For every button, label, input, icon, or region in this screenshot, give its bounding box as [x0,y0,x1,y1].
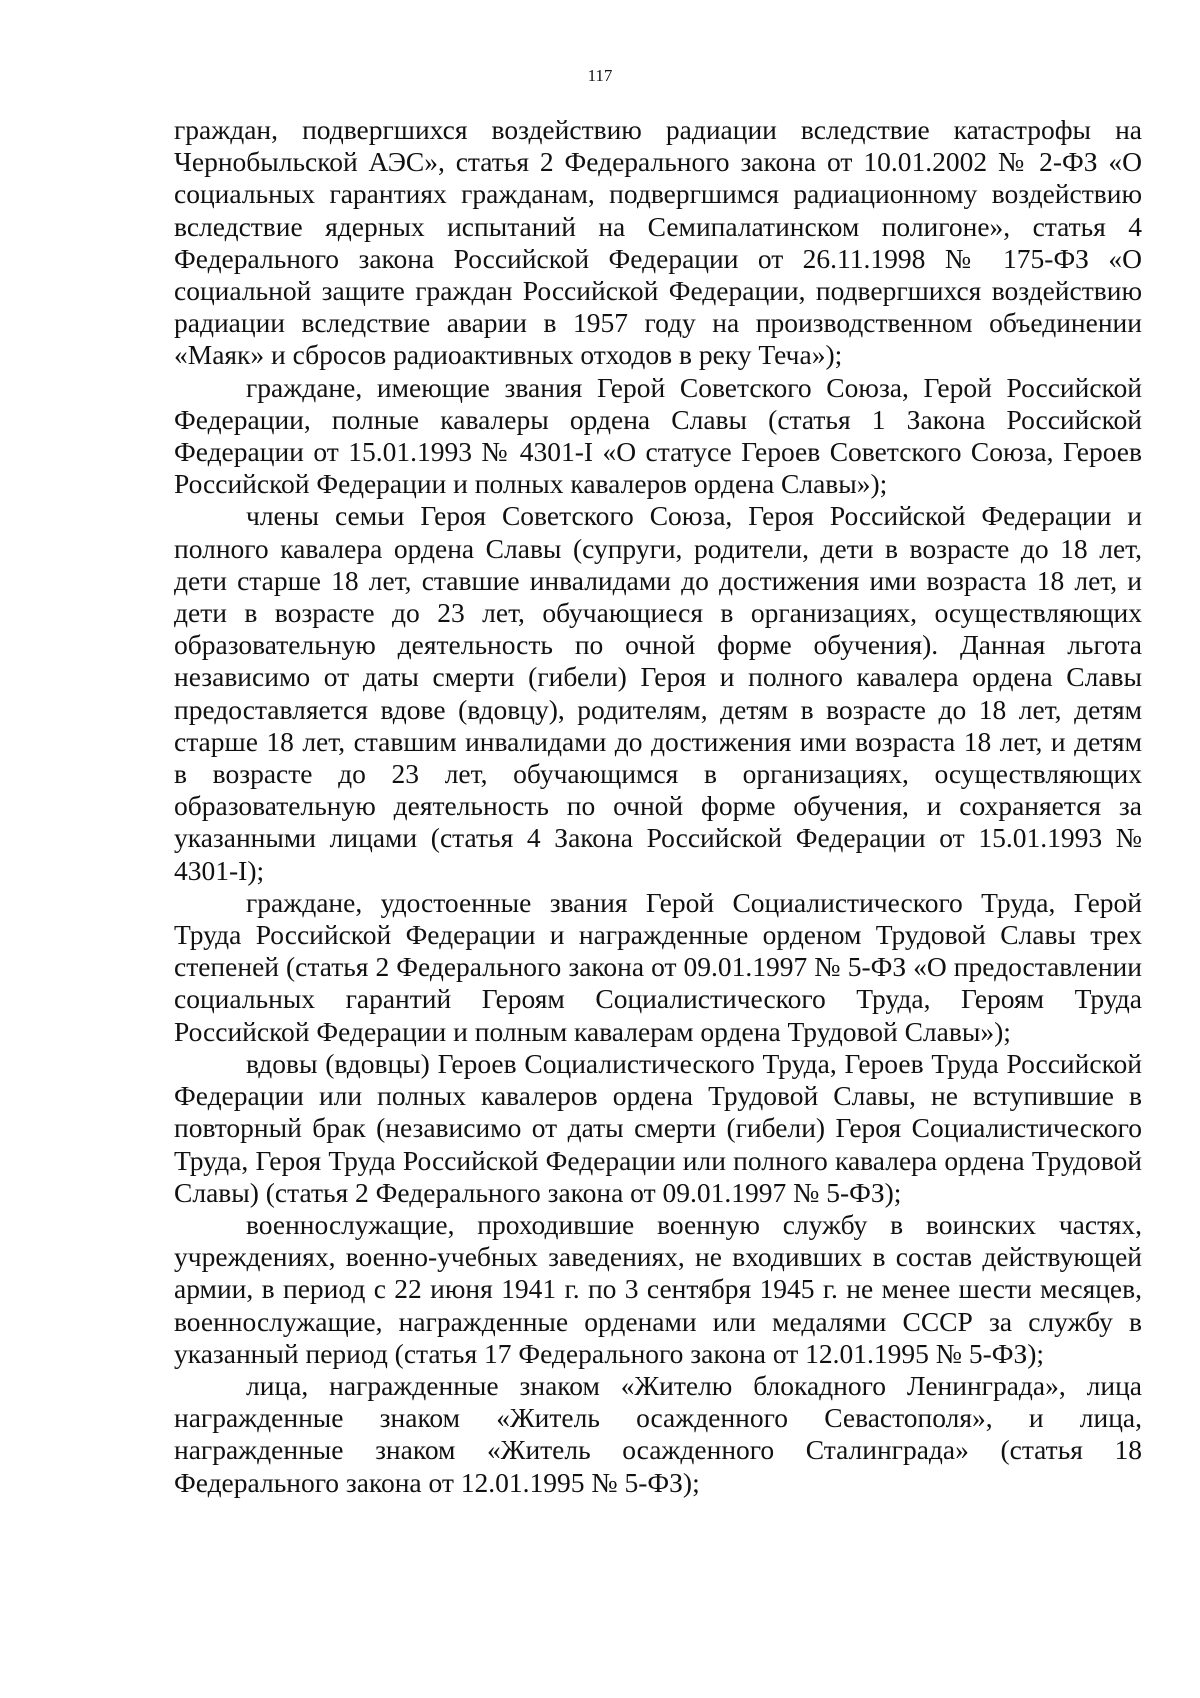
page-number: 117 [587,66,613,85]
paragraph-servicemen-1941-1945: военнослужащие, проходившие военную службу в воинских частях, учреждениях, военно-учебных заведениях, не входивших в состав действующей армии, в период с 22 июня 1941 г. по 3 сентября 1945 г. не менее шести месяцев, военнослужащие, награжденные орденами или медалями СССР за службу в указанный период (статья 17 Федерального закона от 12.01.1995 № 5-ФЗ); [174,1208,1142,1369]
paragraph-siege-residents: лица, награжденные знаком «Жителю блокадного Ленинграда», лица награжденные знаком «Житель осажденного Севастополя», и лица, награжденные знаком «Житель осажденного Сталинграда» (статья 18 Федерального закона от 12.01.1995 № 5-ФЗ); [174,1369,1142,1498]
paragraph-heroes-ussr-russia: граждане, имеющие звания Герой Советского Союза, Герой Российской Федерации, полные кавалеры ордена Славы (статья 1 Закона Российской Федерации от 15.01.1993 № 4301-I «О статусе Героев Советского Союза, Героев Российской Федерации и полных кавалеров ордена Славы»); [174,371,1142,500]
paragraph-widows-of-heroes: вдовы (вдовцы) Героев Социалистического Труда, Героев Труда Российской Федерации или полных кавалеров ордена Трудовой Славы, не вступившие в повторный брак (независимо от даты смерти (гибели) Героя Социалистического Труда, Героя Труда Российской Федерации или полного кавалера ордена Трудовой Славы) (статья 2 Федерального закона от 09.01.1997 № 5-ФЗ); [174,1047,1142,1208]
document-body [174,114,1142,1499]
paragraph-heroes-of-labour: граждане, удостоенные звания Герой Социалистического Труда, Герой Труда Российской Федерации и награжденные орденом Трудовой Славы трех степеней (статья 2 Федерального закона от 09.01.1997 № 5-ФЗ «О предоставлении социальных гарантий Героям Социалистического Труда, Героям Труда Российской Федерации и полным кавалерам ордена Трудовой Славы»); [174,886,1142,1047]
paragraph-continuation: граждан, подвергшихся воздействию радиации вследствие катастрофы на Чернобыльской АЭС», статья 2 Федерального закона от 10.01.2002 № 2-ФЗ «О социальных гарантиях гражданам, подвергшимся радиационному воздействию вследствие ядерных испытаний на Семипалатинском полигоне», статья 4 Федерального закона Российской Федерации от 26.11.1998 № 175-ФЗ «О социальной защите граждан Российской Федерации, подвергшихся воздействию радиации вследствие аварии в 1957 году на производственном объединении «Маяк» и сбросов радиоактивных отходов в реку Теча»); [174,114,1142,371]
paragraph-hero-family-members: члены семьи Героя Советского Союза, Героя Российской Федерации и полного кавалера ордена Славы (супруги, родители, дети в возрасте до 18 лет, дети старше 18 лет, ставшие инвалидами до достижения ими возраста 18 лет, и дети в возрасте до 23 лет, обучающиеся в организациях, осуществляющих образовательную деятельность по очной форме обучения). Данная льгота независимо от даты смерти (гибели) Героя и полного кавалера ордена Славы предоставляется вдове (вдовцу), родителям, детям в возрасте до 18 лет, детям старше 18 лет, ставшим инвалидами до достижения ими возраста 18 лет, и детям в возрасте до 23 лет, обучающимся в организациях, осуществляющих образовательную деятельность по очной форме обучения, и сохраняется за указанными лицами (статья 4 Закона Российской Федерации от 15.01.1993 № 4301-I); [174,500,1142,886]
